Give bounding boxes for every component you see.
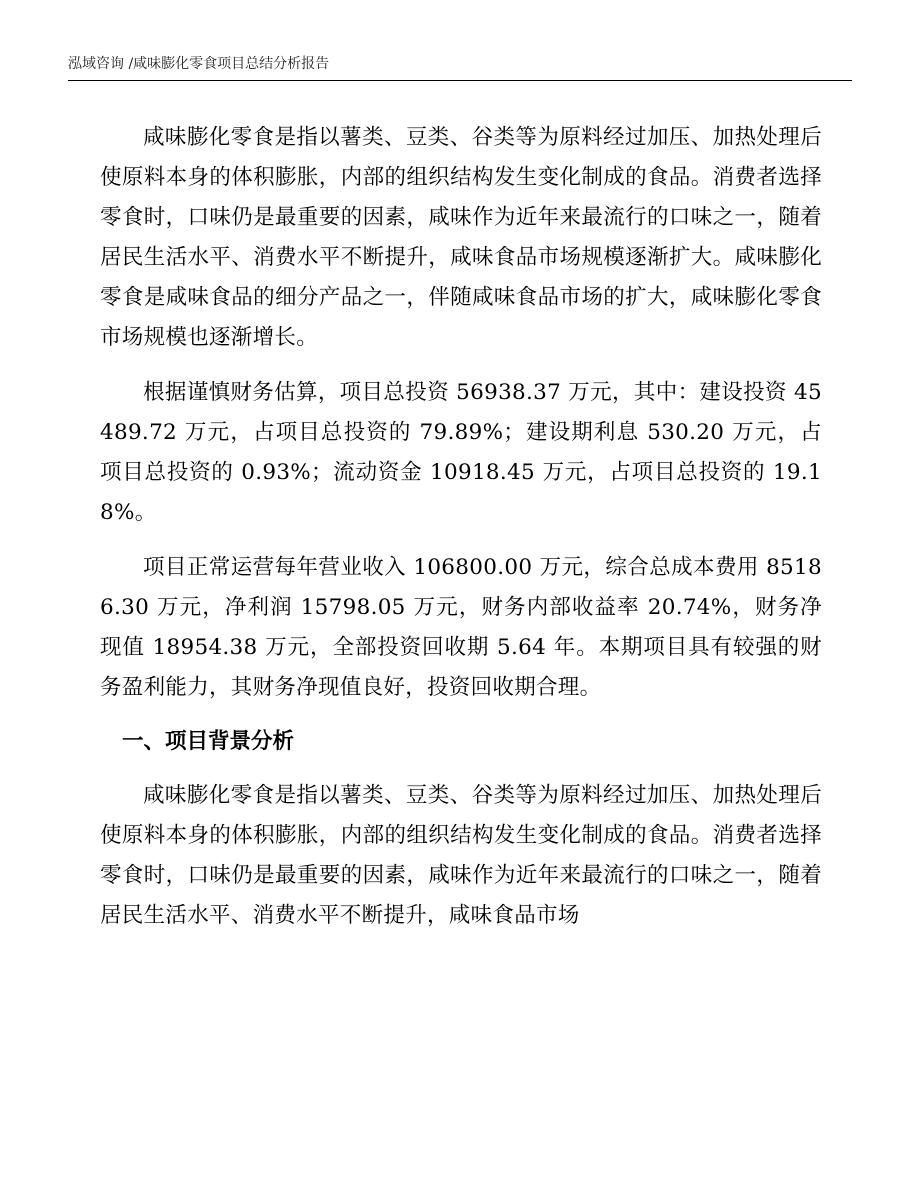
document-body: [100, 118, 822, 936]
background-paragraph: 咸味膨化零食是指以薯类、豆类、谷类等为原料经过加压、加热处理后使原料本身的体积膨胀，内部的组织结构发生变化制成的食品。消费者选择零食时，口味仍是最重要的因素，咸味作为近年来最流行的口味之一，随着居民生活水平、消费水平不断提升，咸味食品市场: [100, 783, 822, 928]
running-header: 泓域咨询 /咸味膨化零食项目总结分析报告: [68, 56, 330, 72]
header-divider: [68, 80, 852, 81]
intro-paragraph: 咸味膨化零食是指以薯类、豆类、谷类等为原料经过加压、加热处理后使原料本身的体积膨胀，内部的组织结构发生变化制成的食品。消费者选择零食时，口味仍是最重要的因素，咸味作为近年来最流行的口味之一，随着居民生活水平、消费水平不断提升，咸味食品市场规模逐渐扩大。咸味膨化零食是咸味食品的细分产品之一，伴随咸味食品市场的扩大，咸味膨化零食市场规模也逐渐增长。: [100, 125, 822, 350]
section-heading-background: 一、项目背景分析: [122, 729, 295, 754]
financial-paragraph: 项目正常运营每年营业收入 106800.00 万元，综合总成本费用 85186.30 万元，净利润 15798.05 万元，财务内部收益率 20.74%，财务净现值 18954.38 万元，全部投资回收期 5.64 年。本期项目具有较强的财务盈利能力，其财务净现值良好，投资回收期合理。: [100, 555, 822, 700]
investment-paragraph: 根据谨慎财务估算，项目总投资 56938.37 万元，其中：建设投资 45489.72 万元，占项目总投资的 79.89%；建设期利息 530.20 万元，占项目总投资的 0.93%；流动资金 10918.45 万元，占项目总投资的 19.18%。: [100, 380, 822, 525]
